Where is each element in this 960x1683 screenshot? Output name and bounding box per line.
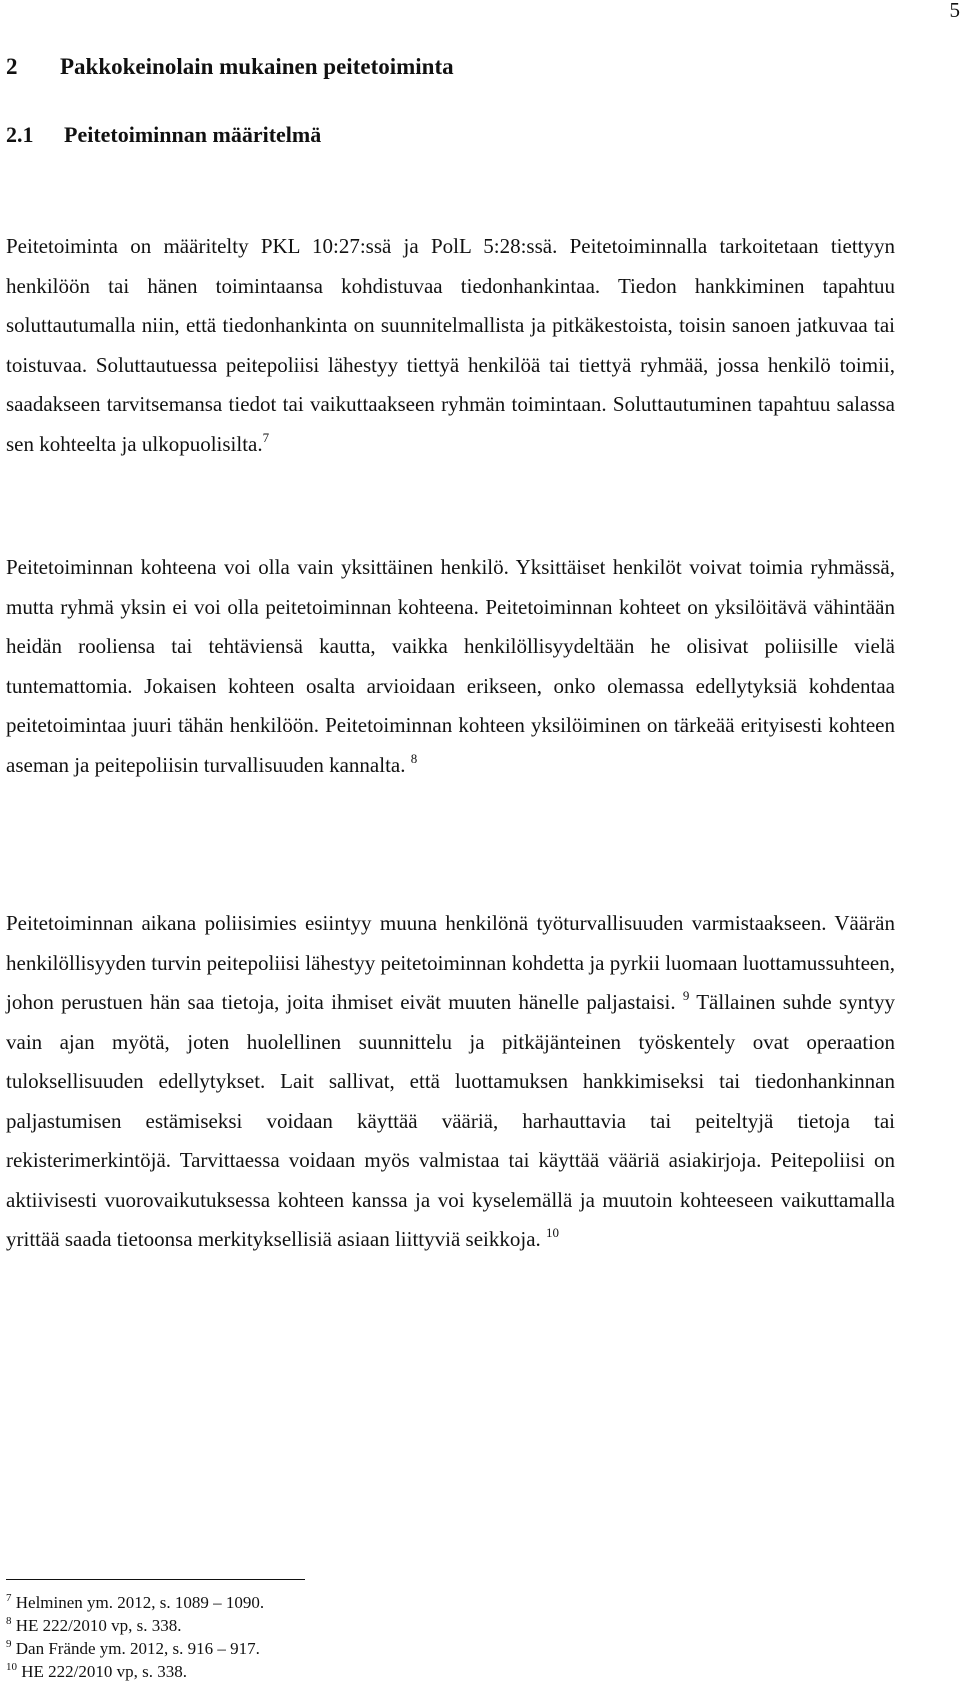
paragraph-text: Peitetoiminta on määritelty PKL 10:27:ssä ja PolL 5:28:ssä. Peitetoiminnalla tarkoitetaan tiettyyn henkilöön tai hänen toimintaansa kohdistuvaa tiedonhankintaa. Tiedon hankkiminen tapahtuu soluttautumalla niin, että tiedonhankinta on suunnitelmallista ja pitkäkestoista, toisin sanoen jatkuvaa tai toistuvaa. Soluttautuessa peitepoliisi lähestyy tiettyä henkilöä tai tiettyä ryhmää, jossa henkilö toimii, saadakseen tarvitsemansa tiedot tai vaikuttaakseen ryhmän toimintaan. Soluttautuminen tapahtuu salassa sen kohteelta ja ulkopuolisilta. xyxy=(6,234,895,456)
footnote-reference: 10 xyxy=(546,1225,559,1240)
paragraph-2 xyxy=(6,548,895,785)
chapter-title: Pakkokeinolain mukainen peitetoiminta xyxy=(60,54,454,79)
footnote xyxy=(6,1614,264,1637)
footnote-text: Dan Frände ym. 2012, s. 916 – 917. xyxy=(16,1639,260,1658)
footnote-number: 7 xyxy=(6,1592,12,1604)
paragraph-text: Peitetoiminnan aikana poliisimies esiintyy muuna henkilönä työturvallisuuden varmistaakseen. Väärän henkilöllisyyden turvin peitepoliisi lähestyy peitetoiminnan kohdetta ja pyrkii luomaan luottamussuhteen, johon perustuen hän saa tietoja, joita ihmiset eivät muuten hänelle paljastaisi. xyxy=(6,911,895,1014)
footnote-text: HE 222/2010 vp, s. 338. xyxy=(21,1662,187,1681)
footnote-number: 10 xyxy=(6,1661,17,1673)
footnote-text: Helminen ym. 2012, s. 1089 – 1090. xyxy=(16,1593,264,1612)
footnote-reference: 8 xyxy=(411,751,418,766)
paragraph-text: Tällainen suhde syntyy vain ajan myötä, joten huolellinen suunnittelu ja pitkäjänteinen työskentely ovat operaation tuloksellisuuden edellytykset. Lait sallivat, että luottamuksen hankkimiseksi tai tiedonhankinnan paljastumisen estämiseksi voidaan käyttää vääriä, harhauttavia tai peiteltyjä tietoja tai rekisterimerkintöjä. Tarvittaessa voidaan myös valmistaa tai käyttää vääriä asiakirjoja. Peitepoliisi on aktiivisesti vuorovaikutuksessa kohteen kanssa ja voi kyselemällä ja muutoin kohteeseen vaikuttamalla yrittää saada tietoonsa merkityksellisiä asiaan liittyviä seikkoja. xyxy=(6,990,895,1251)
section-heading xyxy=(6,122,321,148)
footnote-number: 9 xyxy=(6,1638,12,1650)
footnote-text: HE 222/2010 vp, s. 338. xyxy=(16,1616,182,1635)
footnote xyxy=(6,1660,264,1683)
footnote-reference: 7 xyxy=(263,430,270,445)
footnotes xyxy=(6,1591,264,1683)
paragraph-text: Peitetoiminnan kohteena voi olla vain yksittäinen henkilö. Yksittäiset henkilöt voivat toimia ryhmässä, mutta ryhmä yksin ei voi olla peitetoiminnan kohteena. Peitetoiminnan kohteet on yksilöitävä vähintään heidän rooliensa tai tehtäviensä kautta, vaikka henkilöllisyydeltään he olisivat poliisille vielä tuntemattomia. Jokaisen kohteen osalta arvioidaan erikseen, onko olemassa edellytyksiä kohdentaa peitetoimintaa juuri tähän henkilöön. Peitetoiminnan kohteen yksilöiminen on tärkeää erityisesti kohteen aseman ja peitepoliisin turvallisuuden kannalta. xyxy=(6,555,895,777)
chapter-heading xyxy=(6,54,454,80)
footnote xyxy=(6,1591,264,1614)
paragraph-3 xyxy=(6,904,895,1260)
footnote-separator xyxy=(6,1579,305,1580)
footnote-number: 8 xyxy=(6,1615,12,1627)
footnote-reference: 9 xyxy=(683,988,690,1003)
chapter-number: 2 xyxy=(6,54,60,80)
paragraph-1 xyxy=(6,227,895,464)
section-number: 2.1 xyxy=(6,122,64,148)
section-title: Peitetoiminnan määritelmä xyxy=(64,122,321,147)
footnote xyxy=(6,1637,264,1660)
page-number: 5 xyxy=(950,0,960,21)
